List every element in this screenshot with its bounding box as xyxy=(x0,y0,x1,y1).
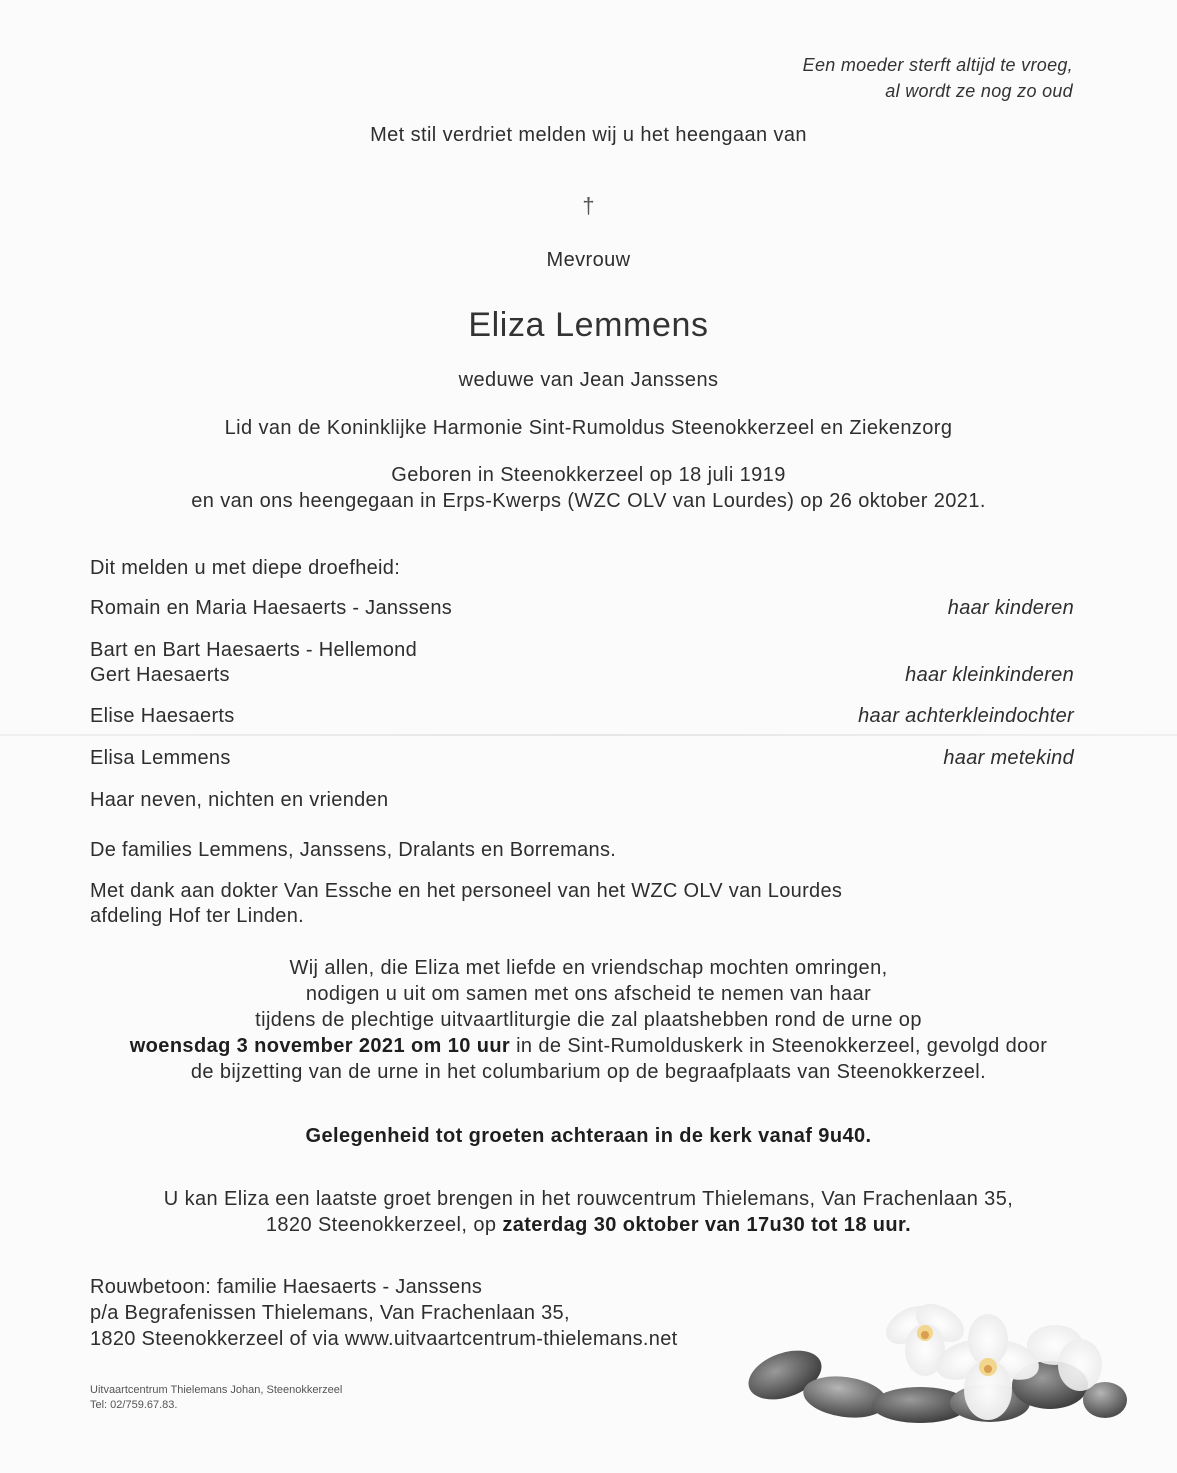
family-relation: haar metekind xyxy=(943,747,1074,769)
mourning-line-1: Rouwbetoon: familie Haesaerts - Janssens xyxy=(90,1276,483,1298)
family-relation: haar kinderen xyxy=(947,597,1074,619)
family-relation: haar kleinkinderen xyxy=(905,664,1074,686)
family-row xyxy=(90,704,1074,729)
membership: Lid van de Koninklijke Harmonie Sint-Rumoldus Steenokkerzeel en Ziekenzorg xyxy=(224,417,953,439)
orchid-and-stones-image xyxy=(745,1285,1145,1435)
condolences-time: Gelegenheid tot groeten achteraan in de kerk vanaf 9u40. xyxy=(305,1125,872,1147)
intro-text: Met stil verdriet melden wij u het heengaan van xyxy=(370,124,807,146)
family-row xyxy=(90,638,1074,688)
visitation-time: zaterdag 30 oktober van 17u30 tot 18 uur. xyxy=(502,1214,912,1236)
announce-line: Dit melden u met diepe droefheid: xyxy=(90,557,401,579)
thanks xyxy=(90,879,1074,929)
funeral-date: woensdag 3 november 2021 om 10 uur xyxy=(129,1035,511,1057)
life-dates xyxy=(0,462,1177,514)
family-names: Elise Haesaerts xyxy=(90,705,235,727)
cross-icon: † xyxy=(582,193,595,218)
invitation-line-3: tijdens de plechtige uitvaartliturgie die zal plaatshebben rond de urne op xyxy=(255,1009,922,1031)
visitation xyxy=(0,1186,1177,1238)
invitation-line-4 xyxy=(0,1033,1177,1059)
fold-line xyxy=(0,734,1177,736)
visitation-line-1: U kan Eliza een laatste groet brengen in het rouwcentrum Thielemans, Van Frachenlaan 35, xyxy=(163,1188,1014,1210)
undertaker-footer xyxy=(90,1383,342,1413)
family-names: Elisa Lemmens xyxy=(90,747,231,769)
invitation-line-5: de bijzetting van de urne in het columbarium op de begraafplaats van Steenokkerzeel. xyxy=(190,1061,987,1083)
family-names: Bart en Bart Haesaerts - Hellemond xyxy=(90,639,418,661)
mourning-line-2: p/a Begrafenissen Thielemans, Van Frachenlaan 35, xyxy=(90,1302,570,1324)
deceased-name: Eliza Lemmens xyxy=(468,306,709,344)
visitation-address: 1820 Steenokkerzeel, op xyxy=(265,1214,503,1236)
family-row xyxy=(90,596,1074,621)
family-row xyxy=(90,746,1074,771)
invitation-location: in de Sint-Rumolduskerk in Steenokkerzeel, gevolgd door xyxy=(510,1035,1048,1057)
honorific: Mevrouw xyxy=(546,249,631,271)
quote-line-1: Een moeder sterft altijd te vroeg, xyxy=(802,55,1073,75)
quote xyxy=(803,52,1073,104)
death-line: en van ons heengegaan in Erps-Kwerps (WZC OLV van Lourdes) op 26 oktober 2021. xyxy=(191,490,986,512)
undertaker-phone: Tel: 02/759.67.83. xyxy=(90,1399,178,1411)
widow-of: weduwe van Jean Janssens xyxy=(458,369,719,391)
family-relation: haar achterkleindochter xyxy=(858,705,1074,727)
invitation xyxy=(0,955,1177,1085)
quote-line-2: al wordt ze nog zo oud xyxy=(885,81,1073,101)
undertaker-name: Uitvaartcentrum Thielemans Johan, Steenokkerzeel xyxy=(90,1384,343,1396)
family-names: Gert Haesaerts xyxy=(90,664,230,686)
birth-line: Geboren in Steenokkerzeel op 18 juli 1919 xyxy=(391,464,786,486)
visitation-line-2 xyxy=(0,1212,1177,1238)
family-names: Romain en Maria Haesaerts - Janssens xyxy=(90,597,453,619)
cousins-line: Haar neven, nichten en vrienden xyxy=(90,789,389,811)
invitation-line-1: Wij allen, die Eliza met liefde en vriendschap mochten omringen, xyxy=(289,957,888,979)
thanks-line-2: afdeling Hof ter Linden. xyxy=(90,905,305,927)
families-line: De families Lemmens, Janssens, Dralants en Borremans. xyxy=(90,839,617,861)
mourning-line-3: 1820 Steenokkerzeel of via www.uitvaartcentrum-thielemans.net xyxy=(90,1328,678,1350)
thanks-line-1: Met dank aan dokter Van Essche en het personeel van het WZC OLV van Lourdes xyxy=(90,880,843,902)
invitation-line-2: nodigen u uit om samen met ons afscheid te nemen van haar xyxy=(305,983,872,1005)
